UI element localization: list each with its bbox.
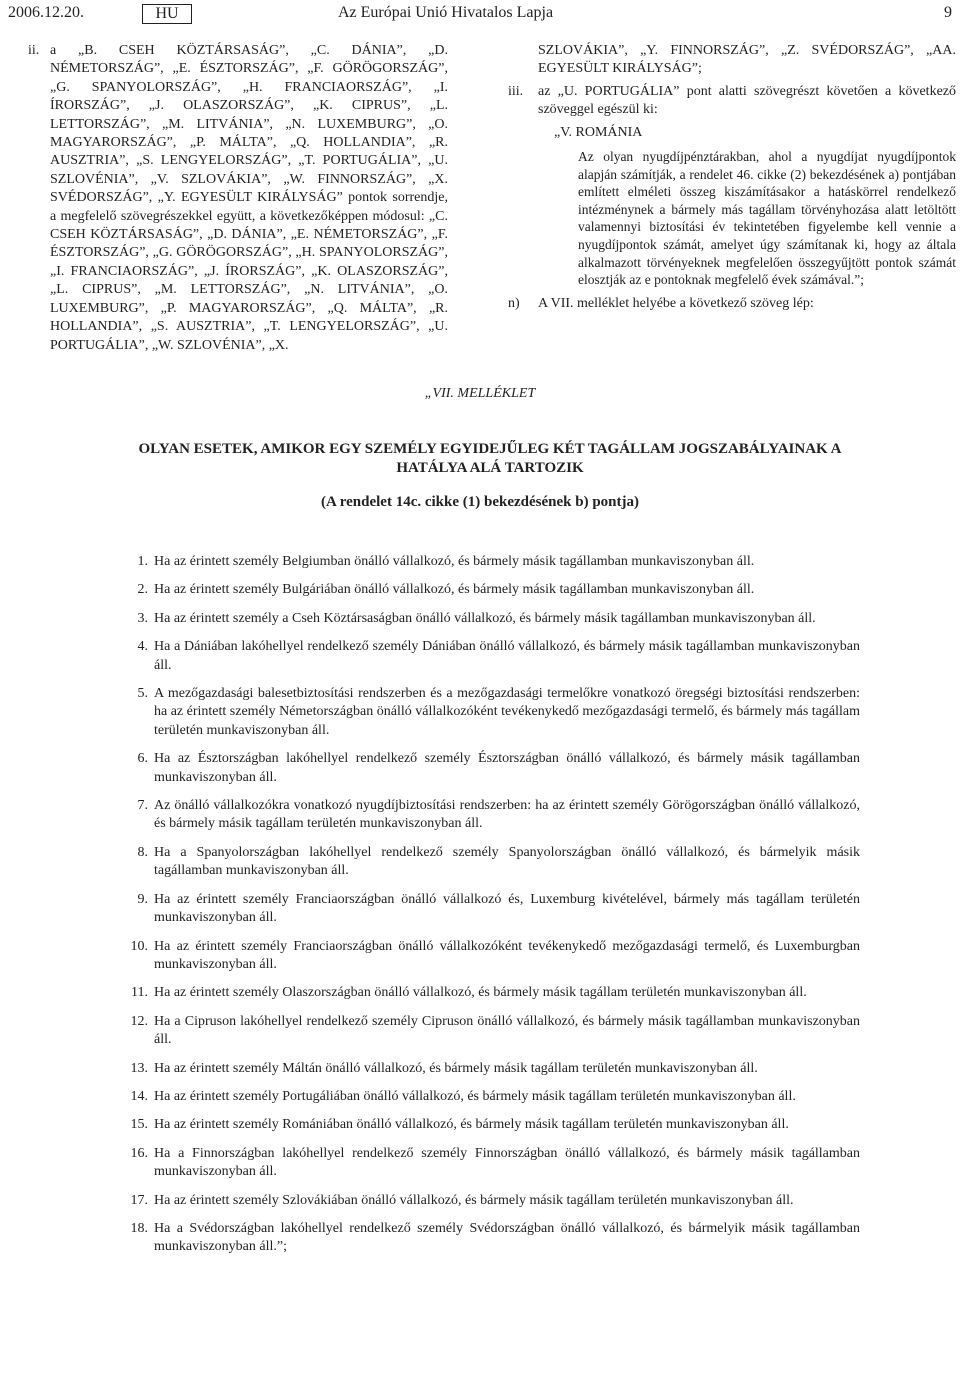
list-item-text: Ha az érintett személy Portugáliában önálló vállalkozó, és bármely másik tagállam területén munkaviszonyban áll. [154, 1088, 796, 1104]
list-item-text: Ha az érintett személy Romániában önálló vállalkozó, és bármely másik tagállam területén munkaviszonyban áll. [154, 1117, 789, 1133]
list-item [110, 1220, 860, 1257]
romania-label: „V. ROMÁNIA [554, 124, 643, 140]
list-item [110, 1192, 860, 1210]
list-item-number: 6. [137, 751, 148, 767]
list-item-text: Ha az érintett személy Olaszországban önálló vállalkozó, és bármely másik tagállam területén munkaviszonyban áll. [154, 985, 807, 1001]
list-item-text: Ha az érintett személy Bulgáriában önálló vállalkozó, és bármely másik tagállamban munkaviszonyban áll. [154, 582, 755, 598]
list-item-number: 16. [130, 1145, 148, 1161]
page-header [8, 4, 952, 24]
list-item-text: Ha a Svédországban lakóhellyel rendelkező személy Svédországban önálló vállalkozó, és bármelyik másik tagállamban munkaviszonyban áll.”; [154, 1220, 860, 1255]
list-item [110, 553, 860, 571]
list-item [110, 581, 860, 599]
list-item-number: 4. [137, 639, 148, 655]
point-n-number: n) [508, 295, 520, 311]
list-item-number: 18. [130, 1220, 148, 1236]
annex-title: „VII. MELLÉKLET [424, 386, 536, 401]
list-item-text: A mezőgazdasági balesetbiztosítási rendszerben és a mezőgazdasági termelőkre vonatkozó öregségi biztosítási rendszerben: ha az érintett személy Németországban önálló vállalkozóként tevékenykedő mezőgazdasági termelő, és bármely más tagállam területén munkaviszonyban áll. [154, 686, 860, 738]
list-item-number: 17. [130, 1192, 148, 1208]
left-column [28, 42, 448, 355]
romania-body: Az olyan nyugdíjpénztárakban, ahol a nyugdíjat nyugdíjpontok alapján számítják, a rendelet 46. cikke (2) bekezdésének a) pontjában említett elméleti összeg kiszámításakor a hatáskörrel rendelkező intézménynek a bármely más tagállam törvényhozása alatt letöltött valamennyi biztosítási év tekintetében figyelembe kell vennie a nyugdíjpontok számát, amelyet úgy számítanak ki, hogy az általa alkalmazott törvényeknek megfelelően összegyűjtött pontok számát elosztják az e pontoknak megfelelő évek számával.”; [578, 149, 956, 288]
list-item-text: Ha a Finnországban lakóhellyel rendelkező személy Finnországban önálló vállalkozó, és bármely másik tagállamban munkaviszonyban áll. [154, 1145, 860, 1180]
language-badge: HU [142, 4, 192, 24]
list-item [110, 797, 860, 834]
page-number: 9 [944, 4, 952, 21]
point-n-text: A VII. melléklet helyébe a következő szöveg lép: [538, 295, 814, 311]
list-item-text: Ha az érintett személy Szlovákiában önálló vállalkozó, és bármely másik tagállam területén munkaviszonyban áll. [154, 1192, 794, 1208]
list-item-text: Ha az érintett személy Belgiumban önálló vállalkozó, és bármely másik tagállamban munkaviszonyban áll. [154, 554, 755, 569]
list-item-text: Ha az érintett személy Franciaországban önálló vállalkozó és, Luxemburg kivételével, bármely más tagállam területén munkaviszonyban áll. [154, 891, 860, 926]
list-item [110, 750, 860, 787]
list-item-number: 8. [137, 844, 148, 860]
list-item [110, 1088, 860, 1106]
list-item [110, 638, 860, 675]
point-ii-number: ii. [28, 43, 40, 58]
list-item-text: Ha az érintett személy Franciaországban önálló vállalkozóként tevékenykedő mezőgazdasági termelő, és Luxemburgban munkaviszonyban áll. [154, 938, 860, 972]
point-iii-number: iii. [508, 83, 524, 99]
list-item [110, 891, 860, 928]
list-item-number: 9. [137, 891, 148, 907]
list-item-number: 14. [130, 1088, 148, 1104]
continuation-text: SZLOVÁKIA”, „Y. FINNORSZÁG”, „Z. SVÉDORSZÁG”, „AA. EGYESÜLT KIRÁLYSÁG”; [538, 43, 956, 77]
list-item [110, 1060, 860, 1078]
list-item-number: 5. [137, 686, 148, 702]
list-item-text: Az önálló vállalkozókra vonatkozó nyugdíjbiztosítási rendszerben: ha az érintett személy Görögországban önálló vállalkozó, és bármely másik tagállam területén munkaviszonyban áll. [154, 798, 860, 832]
list-item-text: Ha a Dániában lakóhellyel rendelkező személy Dániában önálló vállalkozó, és bármely másik tagállamban munkaviszonyban áll. [154, 639, 860, 673]
list-item-number: 10. [130, 938, 148, 954]
list-item [110, 1116, 860, 1134]
list-item-text: Ha a Spanyolországban lakóhellyel rendelkező személy Spanyolországban önálló vállalkozó, és bármelyik másik tagállamban munkaviszonyban áll. [154, 844, 860, 879]
list-item-text: Ha a Cipruson lakóhellyel rendelkező személy Cipruson önálló vállalkozó, és bármely másik tagállamban munkaviszonyban áll. [154, 1013, 860, 1048]
point-n [508, 295, 956, 313]
right-column [508, 42, 956, 313]
list-item [110, 1013, 860, 1050]
annex-heading: OLYAN ESETEK, AMIKOR EGY SZEMÉLY EGYIDEJŰLEG KÉT TAGÁLLAM JOGSZABÁLYAINAK A HATÁLYA ALÁ TARTOZIK [138, 441, 842, 476]
journal-title: Az Európai Unió Hivatalos Lapja [338, 4, 554, 21]
list-item-number: 3. [137, 610, 148, 626]
list-item-number: 11. [131, 985, 148, 1001]
point-iii-text: az „U. PORTUGÁLIA” pont alatti szövegrészt követően a következő szöveggel egészül ki: [538, 83, 956, 118]
list-item-number: 1. [137, 554, 148, 569]
list-item [110, 938, 860, 975]
list-item [110, 984, 860, 1002]
list-item [110, 844, 860, 881]
point-ii-text: a „B. CSEH KÖZTÁRSASÁG”, „C. DÁNIA”, „D. NÉMETORSZÁG”, „E. ÉSZTORSZÁG”, „F. GÖRÖGORSZÁG”, „G. SPANYOLORSZÁG”, „H. FRANCIAORSZÁG”, „I. ÍRORSZÁG”, „J. OLASZORSZÁG”, „K. CIPRUS”, „L. LETTORSZÁG”, „M. LITVÁNIA”, „N. LUXEMBURG”, „O. MAGYARORSZÁG”, „P. MÁLTA”, „Q. HOLLANDIA”, „R. AUSZTRIA”, „S. LENGYELORSZÁG”, „T. PORTUGÁLIA”, „U. SZLOVÉNIA”, „V. SZLOVÁKIA”, „W. FINNORSZÁG”, „X. SVÉDORSZÁG”, „Y. EGYESÜLT KIRÁLYSÁG” pontok sorrendje, a megfelelő szövegrészekkel együtt, a következőképpen módosul: „C. CSEH KÖZTÁRSASÁG”, „D. DÁNIA”, „E. NÉMETORSZÁG”, „F. ÉSZTORSZÁG”, „G. GÖRÖGORSZÁG”, „H. SPANYOLORSZÁG”, „I. FRANCIAORSZÁG”, „J. ÍRORSZÁG”, „K. OLASZORSZÁG”, „L. CIPRUS”, „M. LETTORSZÁG”, „N. LITVÁNIA”, „O. LUXEMBURG”, „P. MAGYARORSZÁG”, „Q. MÁLTA”, „R. HOLLANDIA”, „S. AUSZTRIA”, „T. LENGYELORSZÁG”, „U. PORTUGÁLIA”, „W. SZLOVÉNIA”, „X. [50, 43, 448, 353]
point-ii [28, 42, 448, 355]
publication-date: 2006.12.20. [8, 4, 84, 21]
list-item [110, 685, 860, 740]
list-item-number: 12. [130, 1013, 148, 1029]
list-item-number: 2. [137, 582, 148, 598]
list-item-number: 13. [130, 1060, 148, 1076]
list-item-number: 15. [130, 1117, 148, 1133]
list-item-text: Ha az érintett személy a Cseh Köztársaságban önálló vállalkozó, és bármely másik tagállamban munkaviszonyban áll. [154, 610, 816, 626]
list-item [110, 1145, 860, 1182]
list-item-number: 7. [137, 798, 148, 814]
annex-subheading: (A rendelet 14c. cikke (1) bekezdésének b) pontja) [320, 494, 640, 510]
list-item [110, 610, 860, 628]
point-iii [508, 83, 956, 120]
list-item-text: Ha az érintett személy Máltán önálló vállalkozó, és bármely másik tagállam területén munkaviszonyban áll. [154, 1060, 758, 1076]
list-item-text: Ha az Észtországban lakóhellyel rendelkező személy Észtországban önálló vállalkozó, és bármely másik tagállamban munkaviszonyban áll. [154, 751, 860, 785]
annex-item-list [110, 553, 860, 1267]
